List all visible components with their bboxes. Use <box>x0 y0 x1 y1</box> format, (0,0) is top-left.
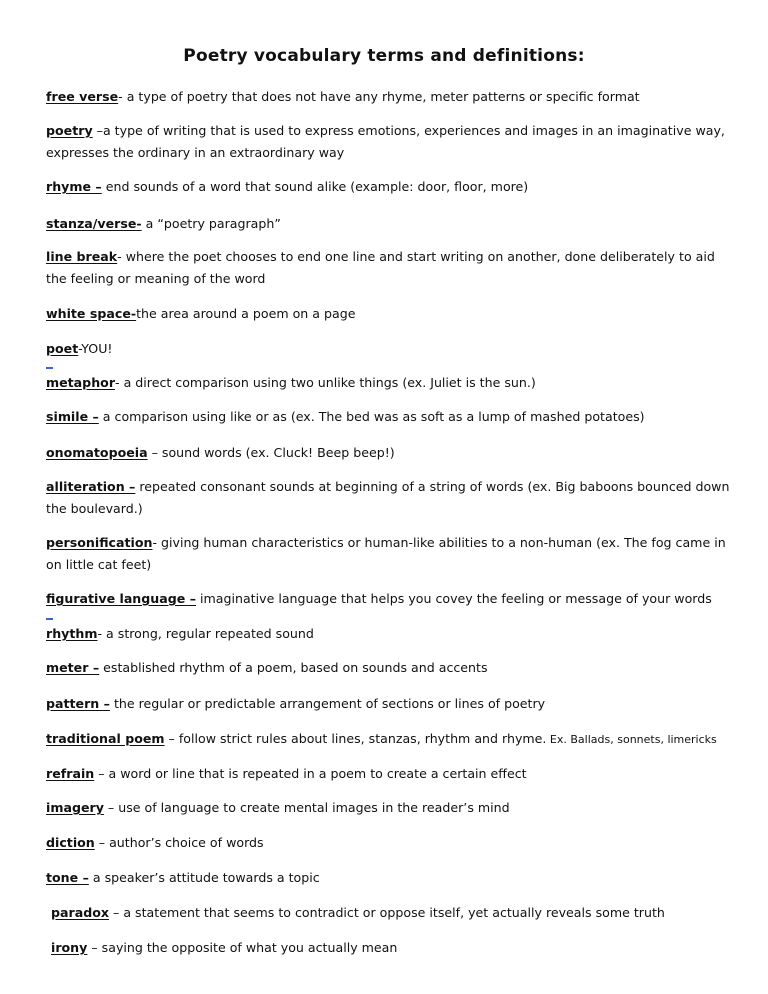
entry-stanza-verse <box>46 213 736 235</box>
term-pattern: pattern – <box>46 696 110 711</box>
entry-irony <box>51 937 741 959</box>
term-refrain: refrain <box>46 766 95 781</box>
blue-marker <box>46 367 53 369</box>
definition-white-space: the area around a poem on a page <box>136 306 356 321</box>
definition-onomatopoeia: – sound words (ex. Cluck! Beep beep!) <box>147 445 395 460</box>
term-poetry: poetry <box>46 123 93 138</box>
definition-poet: -YOU! <box>78 341 113 356</box>
entry-simile <box>46 406 736 428</box>
definition-refrain: – a word or line that is repeated in a poem to create a certain effect <box>94 766 527 781</box>
entry-rhyme <box>46 176 736 198</box>
entry-figurative-language <box>46 588 736 610</box>
term-line-break: line break <box>46 249 118 264</box>
term-stanza-verse: stanza/verse- <box>46 216 142 231</box>
definition-stanza-verse: a “poetry paragraph” <box>141 216 281 231</box>
term-diction: diction <box>46 835 95 850</box>
entry-onomatopoeia <box>46 442 736 464</box>
definition-pattern: the regular or predictable arrangement of sections or lines of poetry <box>109 696 546 711</box>
page-title: Poetry vocabulary terms and definitions: <box>183 46 585 66</box>
entry-rhythm <box>46 623 736 645</box>
entry-paradox <box>51 902 741 924</box>
entry-diction <box>46 832 736 854</box>
entry-free-verse <box>46 86 736 108</box>
definition-meter: established rhythm of a poem, based on sounds and accents <box>99 660 488 675</box>
entry-metaphor <box>46 372 736 394</box>
entry-poet <box>46 338 736 360</box>
definition-paradox: – a statement that seems to contradict or oppose itself, yet actually reveals some truth <box>109 905 665 920</box>
term-onomatopoeia: onomatopoeia <box>46 445 148 460</box>
term-alliteration: alliteration – <box>46 479 136 494</box>
term-paradox: paradox <box>51 905 110 920</box>
definition-traditional-poem: – follow strict rules about lines, stanzas, rhythm and rhyme. <box>164 731 547 746</box>
term-poet: poet <box>46 341 79 356</box>
definition-poetry: –a type of writing that is used to express emotions, experiences and images in an imaginative way, expresses the ordinary in an extraordinary way <box>46 123 725 160</box>
entry-tone <box>46 867 736 889</box>
definition-irony: – saying the opposite of what you actually mean <box>87 940 398 955</box>
term-traditional-poem: traditional poem <box>46 731 165 746</box>
definition-personification: - giving human characteristics or human-like abilities to a non-human (ex. The fog came in on little cat feet) <box>46 535 726 572</box>
entry-pattern <box>46 693 736 715</box>
definition-line-break: - where the poet chooses to end one line and start writing on another, done deliberately to aid the feeling or meaning of the word <box>46 249 715 286</box>
entry-personification <box>46 532 736 576</box>
term-white-space: white space- <box>46 306 137 321</box>
entry-imagery <box>46 797 736 819</box>
note-traditional-poem: Ex. Ballads, sonnets, limericks <box>546 733 717 746</box>
definition-alliteration: repeated consonant sounds at beginning of a string of words (ex. Big baboons bounced down the boulevard.) <box>46 479 730 516</box>
definition-rhythm: - a strong, regular repeated sound <box>97 626 314 641</box>
definition-diction: – author’s choice of words <box>94 835 264 850</box>
term-figurative-language: figurative language – <box>46 591 196 606</box>
entry-traditional-poem <box>46 728 736 751</box>
entry-alliteration <box>46 476 736 520</box>
entry-poetry <box>46 120 736 164</box>
term-free-verse: free verse <box>46 89 119 104</box>
entry-line-break <box>46 246 736 290</box>
term-simile: simile – <box>46 409 99 424</box>
definition-metaphor: - a direct comparison using two unlike things (ex. Juliet is the sun.) <box>115 375 536 390</box>
definition-figurative-language: imaginative language that helps you covey the feeling or message of your words <box>196 591 712 606</box>
term-imagery: imagery <box>46 800 104 815</box>
definition-simile: a comparison using like or as (ex. The bed was as soft as a lump of mashed potatoes) <box>98 409 645 424</box>
term-rhyme: rhyme – <box>46 179 102 194</box>
term-tone: tone – <box>46 870 89 885</box>
definition-tone: a speaker’s attitude towards a topic <box>88 870 320 885</box>
entry-refrain <box>46 763 736 785</box>
definition-imagery: – use of language to create mental images in the reader’s mind <box>103 800 510 815</box>
term-metaphor: metaphor <box>46 375 116 390</box>
term-rhythm: rhythm <box>46 626 98 641</box>
term-irony: irony <box>51 940 88 955</box>
blue-marker <box>46 618 53 620</box>
term-meter: meter – <box>46 660 100 675</box>
entry-white-space <box>46 303 736 325</box>
definition-rhyme: end sounds of a word that sound alike (example: door, floor, more) <box>101 179 529 194</box>
term-personification: personification <box>46 535 153 550</box>
entry-meter <box>46 657 736 679</box>
definition-free-verse: - a type of poetry that does not have any rhyme, meter patterns or specific format <box>118 89 640 104</box>
